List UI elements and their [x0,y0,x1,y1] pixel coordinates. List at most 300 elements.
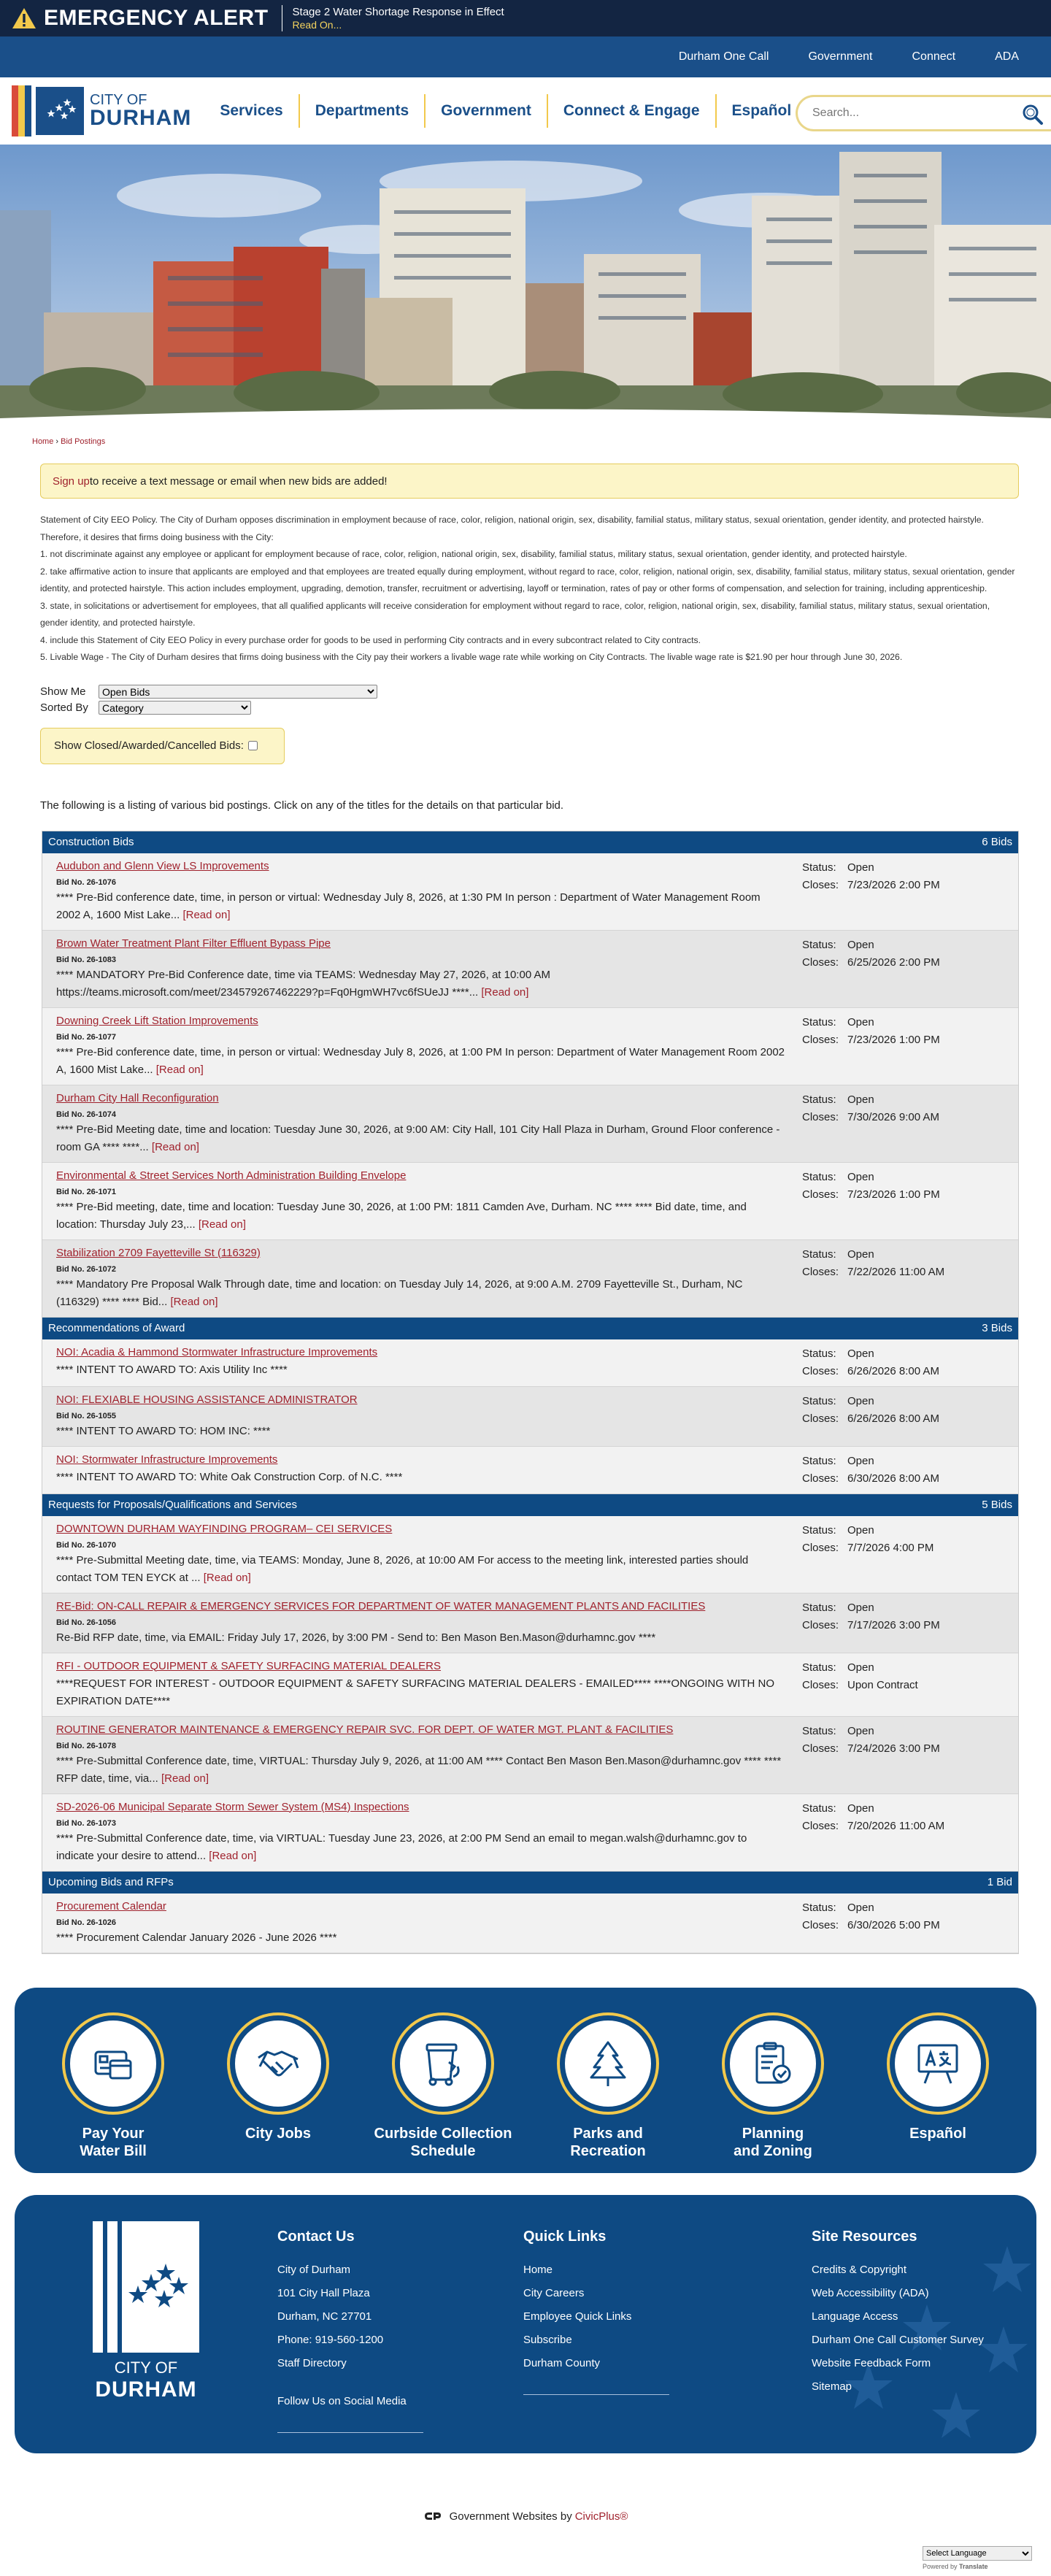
bid-row [42,1008,1018,1085]
show-closed-toggle-box [40,728,285,764]
bid-title-link[interactable]: DOWNTOWN DURHAM WAYFINDING PROGRAM– CEI SERVICES [56,1522,393,1535]
read-on-link[interactable]: [Read on] [151,1140,199,1153]
bid-description [56,1675,786,1710]
bid-title-link[interactable]: NOI: Stormwater Infrastructure Improvements [56,1453,278,1466]
bid-description-text: Re-Bid RFP date, time, via EMAIL: Friday July 17, 2026, by 3:00 PM - Send to: Ben Mason Ben.Mason@durhamnc.gov **** [56,1631,656,1644]
bid-description [56,1276,786,1311]
bid-number-value: 26-1071 [86,1187,116,1196]
bid-title-link[interactable]: NOI: Acadia & Hammond Stormwater Infrastructure Improvements [56,1345,378,1358]
bid-description [56,889,786,924]
category-count: 5 Bids [982,1499,1012,1511]
footer-contact [277,2195,523,2453]
bid-number-value: 26-1056 [86,1618,116,1627]
bid-status-block [802,1723,940,1788]
alert-message: Stage 2 Water Shortage Response in Effect [292,6,504,18]
civicplus-logo-icon [423,2511,442,2521]
quick-link-tile[interactable] [196,2012,361,2173]
bid-title-link[interactable]: Downing Creek Lift Station Improvements [56,1014,258,1027]
footer-social-heading: Follow Us on Social Media [277,2394,407,2407]
util-link-ada[interactable]: ADA [995,50,1019,63]
footer-divider [523,2394,669,2395]
bid-status: Open [847,1901,874,1914]
bid-closes: 6/26/2026 8:00 AM [847,1412,939,1425]
status-label: Status: [802,1247,836,1261]
bid-description [56,1199,786,1234]
closes-label: Closes: [802,1541,839,1554]
status-label: Status: [802,1523,836,1537]
closes-label: Closes: [802,1678,839,1691]
bid-title-link[interactable]: Brown Water Treatment Plant Filter Effluent Bypass Pipe [56,937,331,950]
bid-description [56,1423,786,1440]
bid-status: Open [847,1347,874,1360]
bid-number-label: Bid No. [56,1411,85,1420]
bid-number-value: 26-1083 [86,955,116,964]
quick-link-tile[interactable] [690,2012,855,2173]
category-name: Construction Bids [48,836,134,848]
bid-description [56,966,786,1001]
bid-status: Open [847,1170,874,1183]
category-count: 3 Bids [982,1322,1012,1334]
status-label: Status: [802,1802,836,1815]
translate-board-icon [895,2021,981,2107]
breadcrumb [32,437,1051,446]
logo-line-1: CITY OF [90,92,147,108]
bid-description [56,1552,786,1587]
quick-links-tiles [15,1988,1036,2173]
bid-title-link[interactable]: SD-2026-06 Municipal Separate Storm Sewer System (MS4) Inspections [56,1800,409,1813]
main-nav [204,94,806,128]
warning-icon [12,7,36,29]
breadcrumb-sep: › [53,437,61,446]
tile-label: City Jobs [245,2125,312,2142]
bid-closes: 7/30/2026 9:00 AM [847,1110,939,1123]
site-header [0,77,1051,145]
bid-row [42,931,1018,1008]
listing-intro: The following is a listing of various bid postings. Click on any of the titles for the details on that particular bid. [40,799,564,812]
footer-quick-title: Quick Links [523,2228,607,2245]
footer-staff-directory-link[interactable]: Staff Directory [277,2356,347,2369]
footer-quick-link[interactable]: City Careers [523,2286,585,2299]
eeo-paragraph: 5. Livable Wage - The City of Durham desires that firms doing business with the City pay their workers a livable wage rate while working on City Contracts. The livable wage rate is $21.90 per hour through June 30, 2026. [40,652,903,662]
bid-number-label: Bid No. [56,1032,85,1042]
footer-contact-title: Contact Us [277,2228,355,2245]
footer-logo-line-1: CITY OF [114,2358,178,2377]
quick-link-tile[interactable] [31,2012,196,2173]
bid-status-block [802,859,940,924]
footer-logo-mark [93,2221,199,2353]
bid-row [42,1593,1018,1653]
bid-number [56,1110,786,1120]
translate-brand: Translate [959,2563,988,2570]
bid-status: Open [847,861,874,874]
footer-quick-link[interactable]: Employee Quick Links [523,2310,632,2323]
bid-number-value: 26-1073 [86,1818,116,1828]
bid-status: Open [847,1523,874,1537]
footer-logo-line-2: DURHAM [95,2377,197,2402]
bid-description-text: **** Pre-Submittal Conference date, time, via VIRTUAL: Tuesday June 23, 2026, at 2:00 PM Send an email to megan.walsh@durhamnc.gov to indicate your desire to attend... [56,1831,747,1862]
tile-ring [392,2012,494,2115]
tree-icon [565,2021,651,2107]
eeo-statement [40,512,1019,666]
bid-row [42,1516,1018,1593]
utility-nav [0,36,1051,77]
footer-quick-link[interactable]: Home [523,2263,553,2276]
bid-status: Open [847,1093,874,1106]
logo-stars-icon [36,87,84,135]
bid-row [42,853,1018,931]
status-label: Status: [802,1724,836,1737]
bid-title-link[interactable]: Durham City Hall Reconfiguration [56,1091,219,1104]
bid-description-text: **** MANDATORY Pre-Bid Conference date, time via TEAMS: Wednesday May 27, 2026, at 10:00 AM https://teams.microsoft.com/meet/234579267462229?p=Fq0HgmWH7vc6fSUeJJ ****... [56,968,550,999]
bid-description-text: **** Mandatory Pre Proposal Walk Through date, time and location: on Tuesday July 14, 2026, at 9:00 A.M. 2709 Fayetteville St., Durham, NC (116329) **** **** Bid... [56,1277,743,1308]
bid-number-label: Bid No. [56,1918,85,1927]
bid-number [56,1918,786,1928]
bid-status-block [802,937,940,1001]
read-on-link[interactable]: [Read on] [182,908,231,921]
nav-espanol[interactable]: Español [715,94,807,128]
bid-title-link[interactable]: RE-Bid: ON-CALL REPAIR & EMERGENCY SERVICES FOR DEPARTMENT OF WATER MANAGEMENT PLANTS AND FACILITIES [56,1599,706,1612]
bid-number-value: 26-1078 [86,1741,116,1750]
util-link-government[interactable]: Government [808,50,873,63]
show-closed-checkbox[interactable] [248,741,258,750]
emergency-alert-bar [0,0,1051,36]
quick-link-tile[interactable] [361,2012,526,2173]
status-label: Status: [802,1661,836,1674]
footer-divider [277,2432,423,2433]
bid-title-link[interactable]: Environmental & Street Services North Administration Building Envelope [56,1169,407,1182]
bid-number-value: 26-1070 [86,1540,116,1550]
footer-logo[interactable] [15,2195,277,2453]
alert-read-on-link[interactable]: Read On... [292,19,342,31]
bid-number [56,1032,786,1042]
main-content [0,437,1051,2523]
bid-number-label: Bid No. [56,1264,85,1274]
bid-status-block [802,1393,939,1440]
status-label: Status: [802,861,836,874]
city-logo[interactable] [12,83,191,139]
footer-quick-link[interactable]: Subscribe [523,2333,572,2346]
category-name: Recommendations of Award [48,1322,185,1334]
footer-resource-link[interactable]: Credits & Copyright [812,2263,907,2276]
category-header [42,1318,1018,1339]
bid-number-value: 26-1026 [86,1918,116,1927]
closes-label: Closes: [802,1033,839,1046]
closes-label: Closes: [802,956,839,969]
bid-status-block [802,1453,939,1488]
category-header [42,831,1018,853]
read-on-link[interactable]: [Read on] [155,1063,204,1076]
bid-number [56,1818,786,1829]
bid-title-link[interactable]: Audubon and Glenn View LS Improvements [56,859,269,872]
bid-status-block [802,1899,940,1947]
bid-number [56,1741,786,1751]
logo-stripes [12,85,31,137]
bid-number [56,955,786,965]
eeo-paragraph: 2. take affirmative action to insure that applicants are employed and that employees are treated equally during employment, without regard to race, color, religion, national origin, sex, disability, familial status, military status, sexual orientation, gender identity, and protected hairstyle. This action includes employment, upgrading, demotion, transfer, recruitment or advertising, layoff or termination, rates of pay or other forms of compensation, and selection for training, including apprenticeship. [40,566,1015,593]
eeo-paragraph: 4. include this Statement of City EEO Policy in every purchase order for goods to be used in performing City contracts and in every subcontract related to City contracts. [40,634,701,645]
tile-label: Planning and Zoning [734,2125,812,2159]
bid-description [56,1044,786,1079]
bid-status-block [802,1599,940,1647]
read-on-link[interactable]: [Read on] [170,1295,218,1308]
closes-label: Closes: [802,1188,839,1201]
site-search [796,95,1051,131]
read-on-link[interactable]: [Read on] [198,1218,246,1231]
eeo-paragraph: 1. not discriminate against any employee or applicant for employment because of race, color, religion, national origin, sex, disability, familial status, military status, sexual orientation, gender identity, and protected hairstyle. [40,549,907,559]
bid-closes: 6/30/2026 8:00 AM [847,1472,939,1485]
select-language-dropdown[interactable] [923,2546,1032,2561]
util-link-connect[interactable]: Connect [912,50,956,63]
bid-status-block [802,1659,918,1710]
tile-label: Parks and Recreation [570,2125,646,2159]
bid-description-text: **** INTENT TO AWARD TO: White Oak Construction Corp. of N.C. **** [56,1470,403,1483]
bid-number-value: 26-1072 [86,1264,116,1274]
bid-closes: 7/17/2026 3:00 PM [847,1618,940,1631]
category-header [42,1872,1018,1893]
status-label: Status: [802,1454,836,1467]
status-label: Status: [802,1347,836,1360]
handshake-icon [235,2021,321,2107]
status-label: Status: [802,1015,836,1029]
bid-closes: 6/25/2026 2:00 PM [847,956,940,969]
bid-title-link[interactable]: ROUTINE GENERATOR MAINTENANCE & EMERGENCY REPAIR SVC. FOR DEPT. OF WATER MGT. PLANT & FACILITIES [56,1723,674,1736]
bid-status-block [802,1345,939,1380]
bid-status-block [802,1246,944,1311]
nav-services[interactable]: Services [220,102,283,119]
bid-closes: 7/23/2026 1:00 PM [847,1033,940,1046]
closes-label: Closes: [802,1918,839,1931]
bid-number-label: Bid No. [56,955,85,964]
bid-description-text: **** Pre-Bid meeting, date, time and location: Tuesday June 30, 2026, at 1:00 PM: 1811 Camden Ave, Durham. NC **** **** Bid date, time, and location: Thursday July 23,... [56,1200,747,1231]
category-count: 6 Bids [982,836,1012,848]
nav-connect-engage[interactable]: Connect & Engage [547,94,715,128]
bid-row [42,1240,1018,1318]
read-on-link[interactable]: [Read on] [209,1849,257,1862]
logo-line-2: DURHAM [90,106,192,130]
sorted-by-select[interactable] [99,701,251,715]
status-label: Status: [802,1394,836,1407]
tile-ring [887,2012,989,2115]
bid-row [42,1653,1018,1717]
bid-number-label: Bid No. [56,1741,85,1750]
bid-closes: 6/30/2026 5:00 PM [847,1918,940,1931]
bid-status: Open [847,1724,874,1737]
bid-status: Open [847,1601,874,1614]
translate-powered-by: Powered by [923,2563,958,2570]
bid-number-label: Bid No. [56,877,85,887]
read-on-link[interactable]: [Read on] [161,1772,209,1785]
bid-closes: 7/20/2026 11:00 AM [847,1819,945,1832]
bid-status-block [802,1014,940,1079]
site-footer [15,2195,1036,2453]
bid-closes: Upon Contract [847,1678,918,1691]
bid-row [42,1447,1018,1494]
bid-status-block [802,1091,939,1156]
closes-label: Closes: [802,878,839,891]
bid-closes: 7/22/2026 11:00 AM [847,1265,945,1278]
signup-notice [40,464,1019,499]
show-closed-label: Show Closed/Awarded/Cancelled Bids: [54,739,244,752]
signup-text: to receive a text message or email when new bids are added! [89,474,388,488]
bid-number [56,1187,786,1197]
bid-description-text: ****REQUEST FOR INTEREST - OUTDOOR EQUIPMENT & SAFETY SURFACING MATERIAL DEALERS - EMAILED**** ****ONGOING WITH NO EXPIRATION DATE**** [56,1677,775,1707]
bid-number [56,1411,786,1421]
bid-number-value: 26-1074 [86,1110,116,1119]
bid-number [56,1540,786,1550]
bid-title-link[interactable]: Procurement Calendar [56,1899,166,1912]
bid-description [56,1629,786,1647]
bid-status: Open [847,1015,874,1029]
bid-number [56,1618,786,1628]
footer-resource-link[interactable]: Durham One Call Customer Survey [812,2333,984,2346]
eeo-paragraph: Statement of City EEO Policy. The City of Durham opposes discrimination in employment because of race, color, religion, national origin, sex, disability, familial status, military status, sexual orientation, gender identity, and protected hairstyle. Therefore, it desires that firms doing business with the City: [40,515,984,542]
bid-description-text: **** INTENT TO AWARD TO: HOM INC: **** [56,1424,271,1437]
bid-status: Open [847,1454,874,1467]
bid-description [56,1469,786,1486]
footer-quick-links [523,2195,812,2453]
bid-description-text: **** Pre-Submittal Conference date, time, VIRTUAL: Thursday July 9, 2026, at 11:00 AM **** Contact Ben Mason Ben.Mason@durhamnc.gov **** **** RFP date, time, via... [56,1754,782,1785]
bid-description-text: **** Pre-Bid Meeting date, time and location: Tuesday June 30, 2026, at 9:00 AM: City Hall, 101 City Hall Plaza in Durham, Ground Floor conference - room GA **** ****... [56,1123,780,1153]
bid-row [42,1893,1018,1953]
clipboard-icon [730,2021,816,2107]
read-on-link[interactable]: [Read on] [481,985,529,999]
closes-label: Closes: [802,1110,839,1123]
bid-number-value: 26-1077 [86,1032,116,1042]
hero-city-skyline-image [0,145,1051,431]
civicplus-link[interactable]: CivicPlus® [574,2510,628,2523]
footer-contact-line[interactable]: Phone: 919-560-1200 [277,2333,384,2346]
bid-filters [40,684,1051,716]
search-icon[interactable] [1022,104,1044,126]
bid-number-label: Bid No. [56,1618,85,1627]
footer-contact-line: Durham, NC 27701 [277,2310,372,2323]
closes-label: Closes: [802,1364,839,1377]
powered-by [0,2510,1051,2523]
bid-number-label: Bid No. [56,1110,85,1119]
bid-description-text: **** Pre-Submittal Meeting date, time, via TEAMS: Monday, June 8, 2026, at 10:00 AM For access to the meeting link, interested parties should contact TOM TEN EYCK at ... [56,1553,749,1584]
bid-status-block [802,1169,940,1234]
footer-contact-line: 101 City Hall Plaza [277,2286,370,2299]
category-header [42,1494,1018,1516]
bid-number [56,1264,786,1274]
bid-description [56,1361,786,1379]
status-label: Status: [802,1901,836,1914]
tile-label: Español [909,2125,966,2142]
bid-title-link[interactable]: Stabilization 2709 Fayetteville St (116329) [56,1246,261,1259]
show-me-label: Show Me [40,685,86,698]
show-me-select[interactable] [99,685,377,699]
util-link-durham-one-call[interactable]: Durham One Call [678,50,769,63]
bid-closes: 7/7/2026 4:00 PM [847,1541,934,1554]
tile-ring [557,2012,659,2115]
read-on-link[interactable]: [Read on] [203,1571,251,1584]
bid-description [56,1929,786,1947]
status-label: Status: [802,938,836,951]
search-input[interactable] [812,107,1002,120]
footer-resource-link[interactable]: Website Feedback Form [812,2356,931,2369]
bid-closes: 7/24/2026 3:00 PM [847,1742,940,1755]
footer-site-resources [812,2195,1016,2453]
closes-label: Closes: [802,1819,839,1832]
bid-number-label: Bid No. [56,1187,85,1196]
footer-contact-line: City of Durham [277,2263,351,2276]
tile-ring [227,2012,329,2115]
bid-description [56,1121,786,1156]
bid-description [56,1830,786,1865]
status-label: Status: [802,1170,836,1183]
nav-government[interactable]: Government [424,94,547,128]
eeo-paragraph: 3. state, in solicitations or advertisement for employees, that all qualified applicants will receive consideration for employment without regard to race, color, religion, national origin, sex, disability, familial status, military status, sexual orientation, gender identity, and protected hairstyle. [40,600,990,628]
bid-number-label: Bid No. [56,1540,85,1550]
bid-row [42,1085,1018,1163]
bid-closes: 7/23/2026 1:00 PM [847,1188,940,1201]
quick-link-tile[interactable] [526,2012,690,2173]
footer-resources-title: Site Resources [812,2228,917,2245]
footer-resource-link[interactable]: Sitemap [812,2380,852,2393]
bid-description-text: **** Pre-Bid conference date, time, in person or virtual: Wednesday July 8, 2026, at 1:00 PM In person: Department of Water Management Room 2002 A, 1600 Mist Lake... [56,1045,785,1076]
google-translate-widget [923,2546,1039,2570]
closes-label: Closes: [802,1472,839,1485]
category-name: Requests for Proposals/Qualifications and Services [48,1499,298,1511]
footer-resource-link[interactable]: Language Access [812,2310,898,2323]
breadcrumb-home[interactable]: Home [32,437,54,446]
bid-status-block [802,1800,944,1865]
status-label: Status: [802,1093,836,1106]
footer-resource-link[interactable]: Web Accessibility (ADA) [812,2286,929,2299]
nav-departments[interactable]: Departments [299,94,424,128]
recycling-bin-icon [400,2021,486,2107]
bid-closes: 7/23/2026 2:00 PM [847,878,940,891]
bid-status: Open [847,1394,874,1407]
water-bill-icon [70,2021,156,2107]
bid-number-label: Bid No. [56,1818,85,1828]
bid-number [56,877,786,888]
closes-label: Closes: [802,1412,839,1425]
tile-label: Curbside Collection Schedule [374,2125,512,2159]
bid-title-link[interactable]: NOI: FLEXIABLE HOUSING ASSISTANCE ADMINISTRATOR [56,1393,358,1406]
footer-quick-link[interactable]: Durham County [523,2356,601,2369]
sorted-by-label: Sorted By [40,701,88,714]
bid-row [42,1387,1018,1447]
bid-row [42,1339,1018,1387]
tile-ring [62,2012,164,2115]
bid-row [42,1794,1018,1872]
bid-row [42,1717,1018,1794]
bid-number-value: 26-1055 [86,1411,116,1420]
bid-status: Open [847,1802,874,1815]
bid-row [42,1163,1018,1240]
quick-link-tile[interactable] [855,2012,1020,2173]
tile-label: Pay Your Water Bill [80,2125,147,2159]
bid-description-text: **** INTENT TO AWARD TO: Axis Utility Inc **** [56,1363,288,1376]
bid-status-block [802,1522,933,1587]
bid-description [56,1753,786,1788]
status-label: Status: [802,1601,836,1614]
bid-status: Open [847,938,874,951]
bid-number-value: 26-1076 [86,877,116,887]
bid-status: Open [847,1661,874,1674]
bid-title-link[interactable]: RFI - OUTDOOR EQUIPMENT & SAFETY SURFACING MATERIAL DEALERS [56,1659,442,1672]
bid-description-text: **** Procurement Calendar January 2026 - June 2026 **** [56,1931,337,1944]
bid-status: Open [847,1247,874,1261]
signup-link[interactable]: Sign up [53,474,90,488]
bid-closes: 6/26/2026 8:00 AM [847,1364,939,1377]
powered-by-text: Government Websites by [449,2510,572,2523]
tile-ring [722,2012,824,2115]
breadcrumb-current[interactable]: Bid Postings [61,437,106,446]
bid-listing-table [42,831,1019,1954]
category-count: 1 Bid [987,1876,1012,1888]
